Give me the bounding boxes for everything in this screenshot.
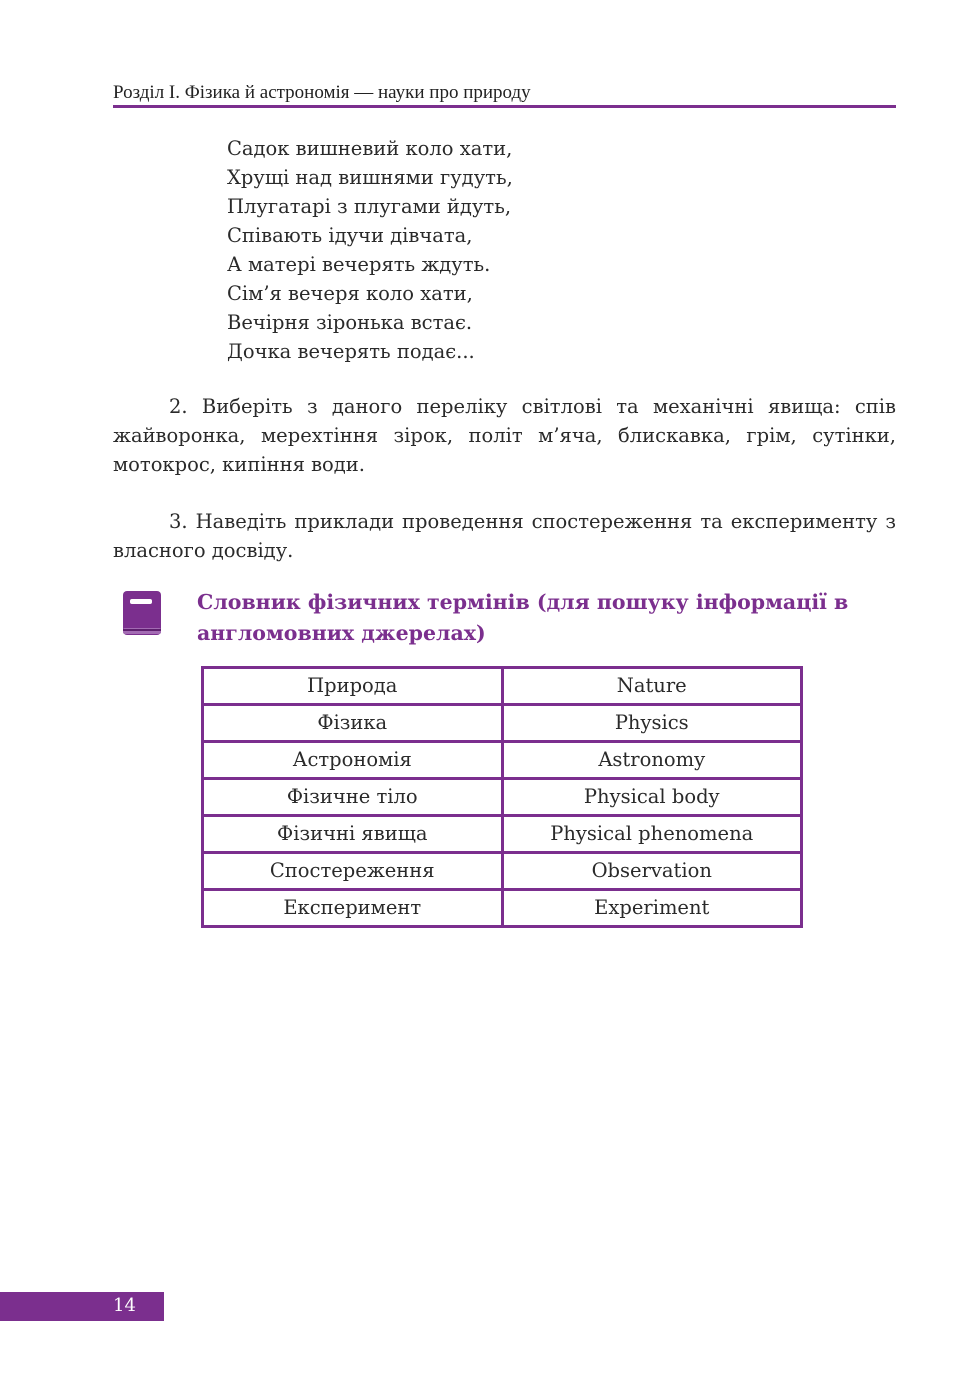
term-ua: Фізичне тіло xyxy=(203,779,503,816)
running-head-title: Розділ I. Фізика й астрономія — науки про природу xyxy=(113,82,531,103)
poem-line: Дочка вечерять подає... xyxy=(227,340,475,363)
glossary-table xyxy=(201,666,803,928)
poem-line: Плугатарі з плугами йдуть, xyxy=(227,195,512,218)
term-en: Astronomy xyxy=(502,742,802,779)
table-row xyxy=(203,742,802,779)
term-ua: Експеримент xyxy=(203,890,503,927)
term-en: Physical body xyxy=(502,779,802,816)
table-row xyxy=(203,668,802,705)
table-row xyxy=(203,853,802,890)
table-row xyxy=(203,890,802,927)
page-number: 14 xyxy=(113,1295,136,1316)
poem-line: А матері вечерять ждуть. xyxy=(227,253,491,276)
poem-line: Хрущі над вишнями гудуть, xyxy=(227,166,513,189)
term-en: Physics xyxy=(502,705,802,742)
poem-line: Сім’я вечеря коло хати, xyxy=(227,282,473,305)
term-ua: Природа xyxy=(203,668,503,705)
term-ua: Спостереження xyxy=(203,853,503,890)
page-number-band xyxy=(0,1292,164,1321)
glossary-title: Словник фізичних термінів (для пошуку інформації в англомовних джерелах) xyxy=(197,590,849,645)
task-3-text: 3. Наведіть приклади проведення спостереження та експерименту з власного досвіду. xyxy=(113,510,896,562)
task-3-paragraph xyxy=(113,507,896,565)
poem-line: Садок вишневий коло хати, xyxy=(227,137,513,160)
term-ua: Астрономія xyxy=(203,742,503,779)
term-en: Physical phenomena xyxy=(502,816,802,853)
term-en: Experiment xyxy=(502,890,802,927)
table-row xyxy=(203,705,802,742)
poem-line: Співають ідучи дівчата, xyxy=(227,224,473,247)
term-ua: Фізика xyxy=(203,705,503,742)
poem-block xyxy=(227,134,513,366)
header-rule xyxy=(113,105,896,108)
task-2-text: 2. Виберіть з даного переліку світлові та механічні явища: спів жайворонка, мерехтіння зірок, політ м’яча, блискавка, грім, сутінки, мотокрос, кипіння води. xyxy=(113,395,896,476)
book-icon xyxy=(122,590,162,638)
table-row xyxy=(203,779,802,816)
term-ua: Фізичні явища xyxy=(203,816,503,853)
term-en: Nature xyxy=(502,668,802,705)
term-en: Observation xyxy=(502,853,802,890)
task-2-paragraph xyxy=(113,392,896,479)
poem-line: Вечірня зіронька встає. xyxy=(227,311,473,334)
table-row xyxy=(203,816,802,853)
